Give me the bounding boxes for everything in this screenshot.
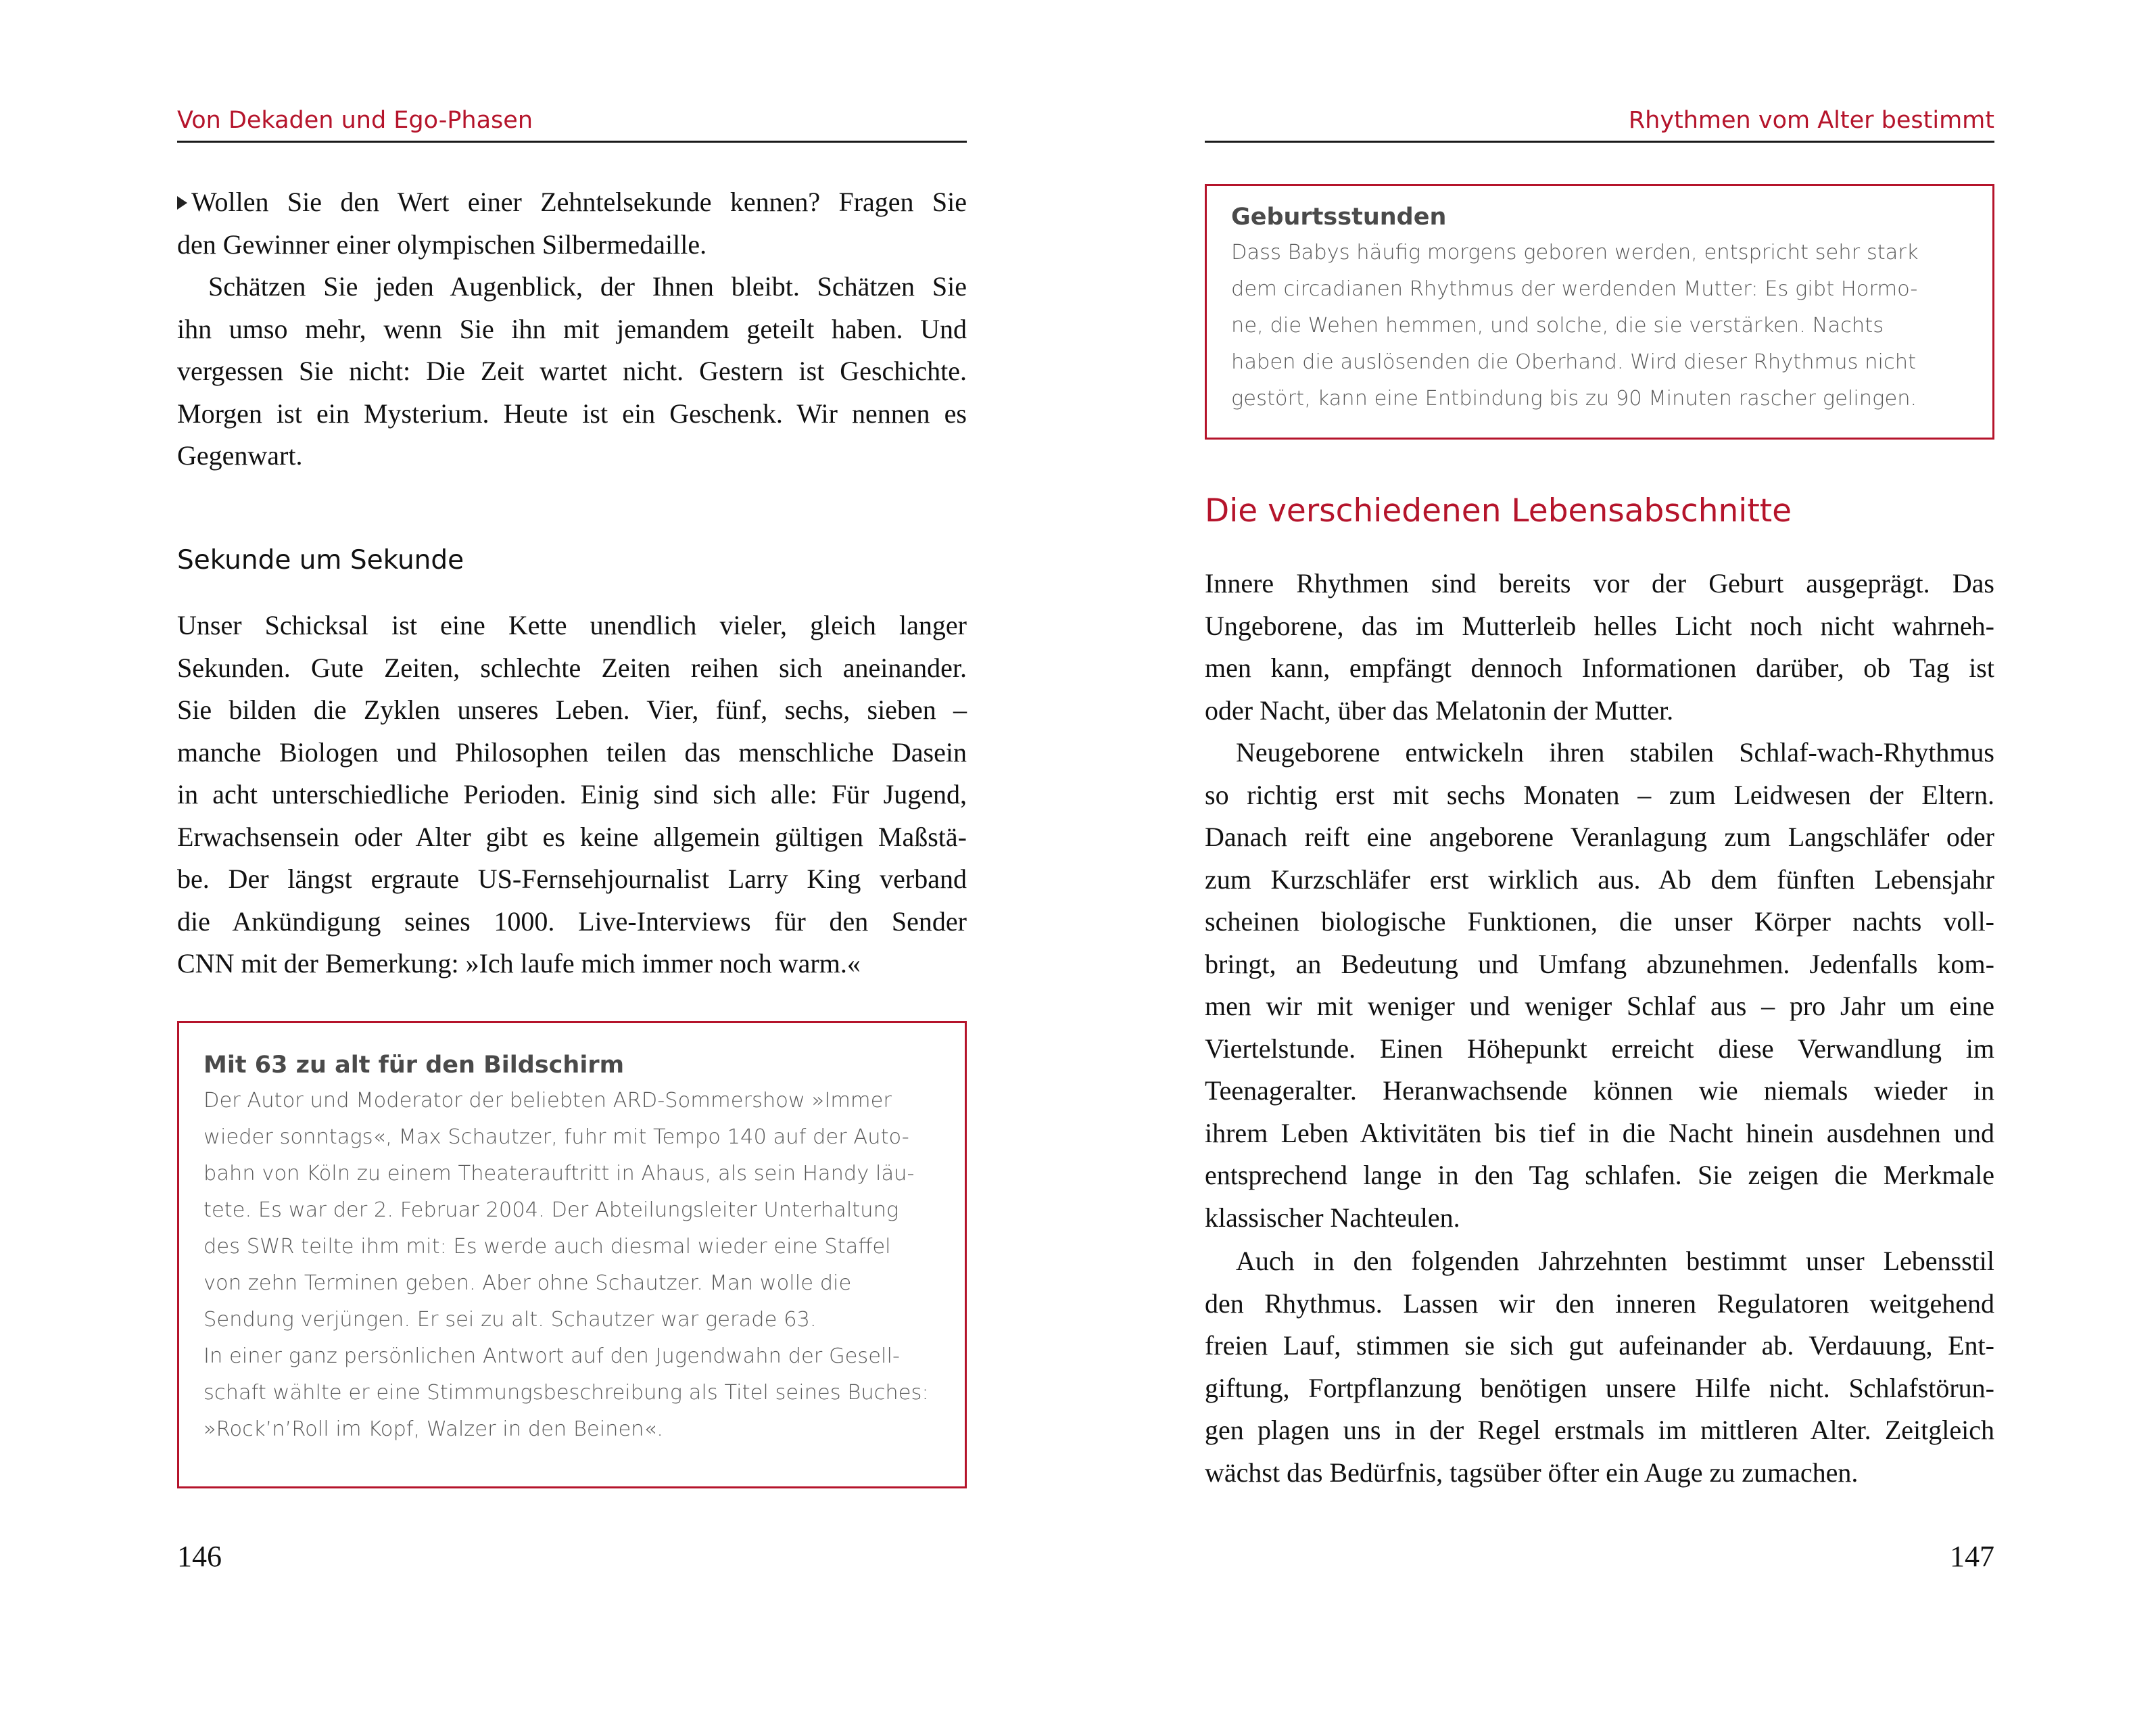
page-number-right: 147 bbox=[1950, 1540, 1994, 1573]
text-line: be. Der längst ergraute US-Fernsehjournalist Larry King verband bbox=[177, 864, 967, 894]
body-paragraph-2 bbox=[177, 605, 967, 985]
text-line: Der Autor und Moderator der beliebten ARD-Sommershow »Immer bbox=[203, 1089, 892, 1112]
right-page bbox=[1205, 0, 1994, 1717]
info-box-title: Mit 63 zu alt für den Bildschirm bbox=[203, 1052, 625, 1079]
text-line: gen plagen uns in der Regel erstmals im mittleren Alter. Zeitgleich bbox=[1205, 1415, 1994, 1445]
text-line: Wollen Sie den Wert einer Zehntelsekunde kennen? Fragen Sie bbox=[191, 187, 967, 217]
text-line: Morgen ist ein Mysterium. Heute ist ein Geschenk. Wir nennen es bbox=[177, 398, 967, 429]
text-line: Erwachsensein oder Alter gibt es keine allgemein gültigen Maßstä- bbox=[177, 821, 967, 852]
text-line: Auch in den folgenden Jahrzehnten bestimmt unser Lebensstil bbox=[1236, 1246, 1994, 1276]
text-line: schaft wählte er eine Stimmungsbeschreibung als Titel seines Buches: bbox=[203, 1381, 929, 1405]
text-line: Gegenwart. bbox=[177, 440, 303, 471]
text-line: ihrem Leben Aktivitäten bis tief in die Nacht hinein ausdehnen und bbox=[1205, 1117, 1994, 1148]
text-line: »Rock’n’Roll im Kopf, Walzer in den Beinen«. bbox=[203, 1417, 663, 1441]
triangle-bullet-icon bbox=[177, 196, 187, 210]
left-page bbox=[177, 0, 967, 1717]
body-paragraph-1 bbox=[1205, 563, 1994, 732]
text-line: zum Kurzschläfer erst wirklich aus. Ab dem fünften Lebensjahr bbox=[1205, 864, 1994, 895]
intro-paragraph bbox=[177, 181, 967, 266]
text-line: Sendung verjüngen. Er sei zu alt. Schautzer war gerade 63. bbox=[203, 1308, 817, 1332]
text-line: men kann, empfängt dennoch Informationen darüber, ob Tag ist bbox=[1205, 653, 1994, 683]
body-paragraph-2 bbox=[1205, 732, 1994, 1239]
text-line: Innere Rhythmen sind bereits vor der Geburt ausgeprägt. Das bbox=[1205, 568, 1994, 598]
text-line: Teenageralter. Heranwachsende können wie niemals wieder in bbox=[1205, 1075, 1994, 1106]
text-line: Unser Schicksal ist eine Kette unendlich vieler, gleich langer bbox=[177, 610, 967, 640]
text-line: Ungeborene, das im Mutterleib helles Licht noch nicht wahrneh- bbox=[1205, 610, 1994, 641]
text-line: so richtig erst mit sechs Monaten – zum Leidwesen der Eltern. bbox=[1205, 779, 1994, 810]
info-box-text bbox=[203, 1083, 940, 1448]
text-line: wächst das Bedürfnis, tagsüber öfter ein Auge zu zumachen. bbox=[1205, 1457, 1859, 1488]
text-line: von zehn Terminen geben. Aber ohne Schautzer. Man wolle die bbox=[203, 1271, 852, 1295]
info-box-right bbox=[1205, 184, 1994, 440]
text-line: des SWR teilte ihm mit: Es werde auch diesmal wieder eine Staffel bbox=[203, 1235, 891, 1259]
text-line: ihn umso mehr, wenn Sie ihn mit jemandem geteilt haben. Und bbox=[177, 313, 967, 344]
text-line: Sekunden. Gute Zeiten, schlechte Zeiten reihen sich aneinander. bbox=[177, 652, 967, 683]
text-line: den Rhythmus. Lassen wir den inneren Regulatoren weitgehend bbox=[1205, 1288, 1994, 1319]
text-line: bahn von Köln zu einem Theaterauftritt in Ahaus, als sein Handy läu- bbox=[203, 1162, 915, 1185]
text-line: Sie bilden die Zyklen unseres Leben. Vier, fünf, sechs, sieben – bbox=[177, 695, 967, 725]
page-number-left: 146 bbox=[177, 1540, 222, 1573]
text-line: haben die auslösenden die Oberhand. Wird dieser Rhythmus nicht bbox=[1231, 350, 1917, 374]
running-head-left: Von Dekaden und Ego-Phasen bbox=[177, 107, 967, 143]
running-head-right: Rhythmen vom Alter bestimmt bbox=[1205, 107, 1994, 143]
text-line: Viertelstunde. Einen Höhepunkt erreicht diese Verwandlung im bbox=[1205, 1033, 1994, 1064]
info-box-text bbox=[1231, 235, 1968, 417]
text-line: wieder sonntags«, Max Schautzer, fuhr mit Tempo 140 auf der Auto- bbox=[203, 1125, 909, 1149]
text-line: in acht unterschiedliche Perioden. Einig sind sich alle: Für Jugend, bbox=[177, 779, 967, 809]
text-line: men wir mit weniger und weniger Schlaf aus – pro Jahr um eine bbox=[1205, 991, 1994, 1021]
text-line: Schätzen Sie jeden Augenblick, der Ihnen bleibt. Schätzen Sie bbox=[208, 271, 967, 302]
text-line: manche Biologen und Philosophen teilen das menschliche Dasein bbox=[177, 736, 967, 768]
text-line: tete. Es war der 2. Februar 2004. Der Abteilungsleiter Unterhaltung bbox=[203, 1198, 899, 1222]
info-box-title: Geburtsstunden bbox=[1231, 204, 1447, 231]
text-line: klassischer Nachteulen. bbox=[1205, 1202, 1460, 1233]
text-line: Danach reift eine angeborene Veranlagung zum Langschläfer oder bbox=[1205, 822, 1994, 852]
text-line: CNN mit der Bemerkung: »Ich laufe mich immer noch warm.« bbox=[177, 948, 861, 979]
text-line: freien Lauf, stimmen sie sich gut aufeinander ab. Verdauung, Ent- bbox=[1205, 1330, 1994, 1361]
text-line: bringt, an Bedeutung und Umfang abzunehmen. Jedenfalls kom- bbox=[1205, 948, 1994, 979]
text-line: giftung, Fortpflanzung benötigen unsere Hilfe nicht. Schlafstörun- bbox=[1205, 1372, 1994, 1403]
info-box-left bbox=[177, 1021, 967, 1488]
subheading: Sekunde um Sekunde bbox=[177, 545, 464, 575]
text-line: Neugeborene entwickeln ihren stabilen Schlaf-wach-Rhythmus bbox=[1236, 737, 1994, 768]
text-line: scheinen biologische Funktionen, die unser Körper nachts voll- bbox=[1205, 906, 1994, 937]
text-line: den Gewinner einer olympischen Silbermedaille. bbox=[177, 229, 707, 260]
text-line: gestört, kann eine Entbindung bis zu 90 Minuten rascher gelingen. bbox=[1231, 387, 1917, 410]
section-heading: Die verschiedenen Lebensabschnitte bbox=[1205, 492, 1792, 530]
text-line: Dass Babys häufig morgens geboren werden, entspricht sehr stark bbox=[1231, 241, 1919, 264]
text-line: entsprechend lange in den Tag schlafen. Sie zeigen die Merkmale bbox=[1205, 1160, 1994, 1190]
text-line: die Ankündigung seines 1000. Live-Interviews für den Sender bbox=[177, 905, 967, 937]
text-line: oder Nacht, über das Melatonin der Mutter. bbox=[1205, 695, 1674, 726]
text-line: ne, die Wehen hemmen, und solche, die sie verstärken. Nachts bbox=[1231, 314, 1884, 337]
text-line: vergessen Sie nicht: Die Zeit wartet nicht. Gestern ist Geschichte. bbox=[177, 356, 967, 386]
text-line: In einer ganz persönlichen Antwort auf den Jugendwahn der Gesell- bbox=[203, 1344, 901, 1368]
body-paragraph-1 bbox=[177, 266, 967, 477]
text-line: dem circadianen Rhythmus der werdenden Mutter: Es gibt Hormo- bbox=[1231, 277, 1918, 301]
body-paragraph-3 bbox=[1205, 1240, 1994, 1494]
